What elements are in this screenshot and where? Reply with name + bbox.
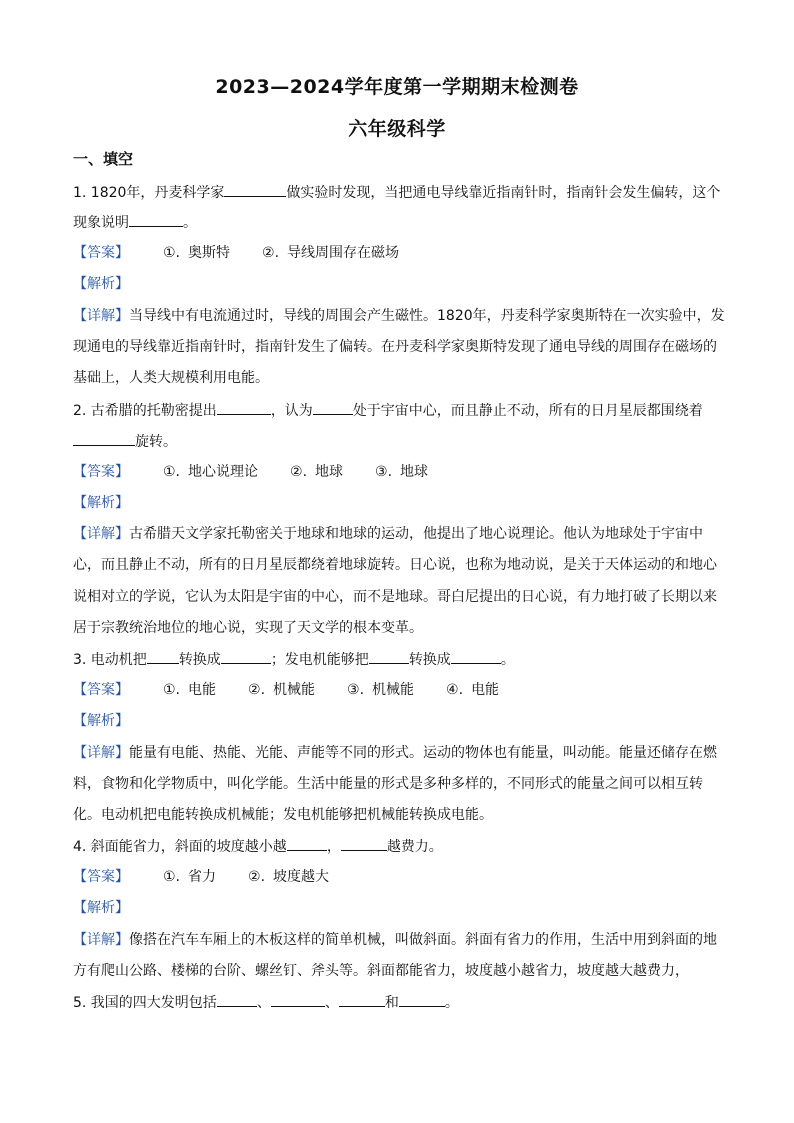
answer-blank [221, 649, 271, 664]
analysis-tag: 【解析】 [73, 900, 129, 916]
page-title: 2023—2024学年度第一学期期末检测卷 [215, 76, 579, 98]
answer-blank [217, 992, 257, 1007]
answer-item: ①. 奥斯特 [163, 245, 231, 261]
answer-row [73, 243, 733, 263]
question-4: 4. 斜面能省力，斜面的坡度越小越 ， 越费力。 [73, 836, 733, 857]
answer-tag: 【答案】 [73, 245, 129, 261]
detail-line: 【详解】能量有电能、热能、光能、声能等不同的形式。运动的物体也有能量，叫动能。能量还储存在燃 [73, 745, 717, 761]
answer-item: ①. 电能 [163, 682, 217, 698]
answer-blank [451, 649, 501, 664]
answer-item: ④. 电能 [446, 682, 500, 698]
detail-line: 【详解】像搭在汽车车厢上的木板这样的简单机械，叫做斜面。斜面有省力的作用，生活中用到斜面的地 [73, 932, 717, 948]
detail-line: 说相对立的学说，它认为太阳是宇宙的中心，而不是地球。哥白尼提出的日心说，有力地打破了长期以来 [73, 589, 717, 605]
answer-blank [339, 992, 385, 1007]
answer-blank [224, 182, 286, 197]
answer-blank [271, 992, 325, 1007]
answer-blank [129, 212, 183, 227]
answer-blank [287, 836, 327, 851]
answer-item: ②. 坡度越大 [248, 869, 330, 885]
answer-blank [313, 400, 353, 415]
answer-item: ②. 导线周围存在磁场 [262, 245, 400, 261]
answer-blank [399, 992, 445, 1007]
answer-blank [217, 400, 271, 415]
answer-item: ①. 省力 [163, 869, 217, 885]
answer-row: 【答案】 ①. 省力 ②. 坡度越大 [73, 869, 330, 885]
question-text: 1. 1820年，丹麦科学家 [73, 185, 225, 201]
analysis-tag: 【解析】 [73, 713, 129, 729]
detail-line: 居于宗教统治地位的地心说，实现了天文学的根本变革。 [73, 620, 423, 636]
detail-line: 方有爬山公路、楼梯的台阶、螺丝钉、斧头等。斜面都能省力，坡度越小越省力，坡度越大越费力， [73, 963, 689, 979]
answer-item: ②. 机械能 [248, 682, 316, 698]
answer-blank [147, 649, 179, 664]
question-text: 做实验时发现，当把通电导线靠近指南针时，指南针会发生偏转，这个 [286, 185, 721, 201]
detail-line: 基础上，人类大规模利用电能。 [73, 370, 269, 386]
answer-blank [341, 836, 387, 851]
question-1-cont [73, 212, 733, 233]
question-2: 2. 古希腊的托勒密提出 ，认为 处于宇宙中心，而且静止不动，所有的日月星辰都围绕着 [73, 400, 733, 421]
detail-line: 现通电的导线靠近指南针时，指南针发生了偏转。在丹麦科学家奥斯特发现了通电导线的周围存在磁场的 [73, 339, 717, 355]
detail-line: 【详解】古希腊天文学家托勒密关于地球和地球的运动，他提出了地心说理论。他认为地球处于宇宙中 [73, 526, 703, 542]
analysis-tag: 【解析】 [73, 276, 129, 292]
question-5: 5. 我国的四大发明包括 、 、 和 。 [73, 992, 733, 1013]
question-text: 。 [183, 215, 197, 231]
detail-line: 心，而且静止不动，所有的日月星辰都绕着地球旋转。日心说，也称为地动说，是关于天体运动的和地心 [73, 557, 717, 573]
question-1 [73, 182, 733, 203]
answer-item: ①. 地心说理论 [163, 464, 259, 480]
answer-item: ②. 地球 [290, 464, 344, 480]
question-3: 3. 电动机把 转换成 ；发电机能够把 转换成 。 [73, 649, 733, 670]
answer-blank [73, 431, 135, 446]
section-heading: 一、填空 [73, 150, 134, 168]
answer-item: ③. 机械能 [347, 682, 415, 698]
analysis-tag: 【解析】 [73, 495, 129, 511]
answer-item: ③. 地球 [375, 464, 429, 480]
answer-row: 【答案】 ①. 地心说理论 ②. 地球 ③. 地球 [73, 464, 429, 480]
question-2-cont: 旋转。 [73, 431, 733, 452]
detail-line: 化。电动机把电能转换成机械能；发电机能够把机械能转换成电能。 [73, 807, 493, 823]
detail-line: 料，食物和化学物质中，叫化学能。生活中能量的形式是多种多样的，不同形式的能量之间可以相互转 [73, 776, 703, 792]
page-subtitle: 六年级科学 [348, 118, 446, 140]
question-text: 现象说明 [73, 215, 129, 231]
detail-line: 【详解】当导线中有电流通过时，导线的周围会产生磁性。1820年，丹麦科学家奥斯特在一次实验中，发 [73, 308, 725, 324]
answer-row: 【答案】 ①. 电能 ②. 机械能 ③. 机械能 ④. 电能 [73, 682, 500, 698]
answer-blank [369, 649, 409, 664]
